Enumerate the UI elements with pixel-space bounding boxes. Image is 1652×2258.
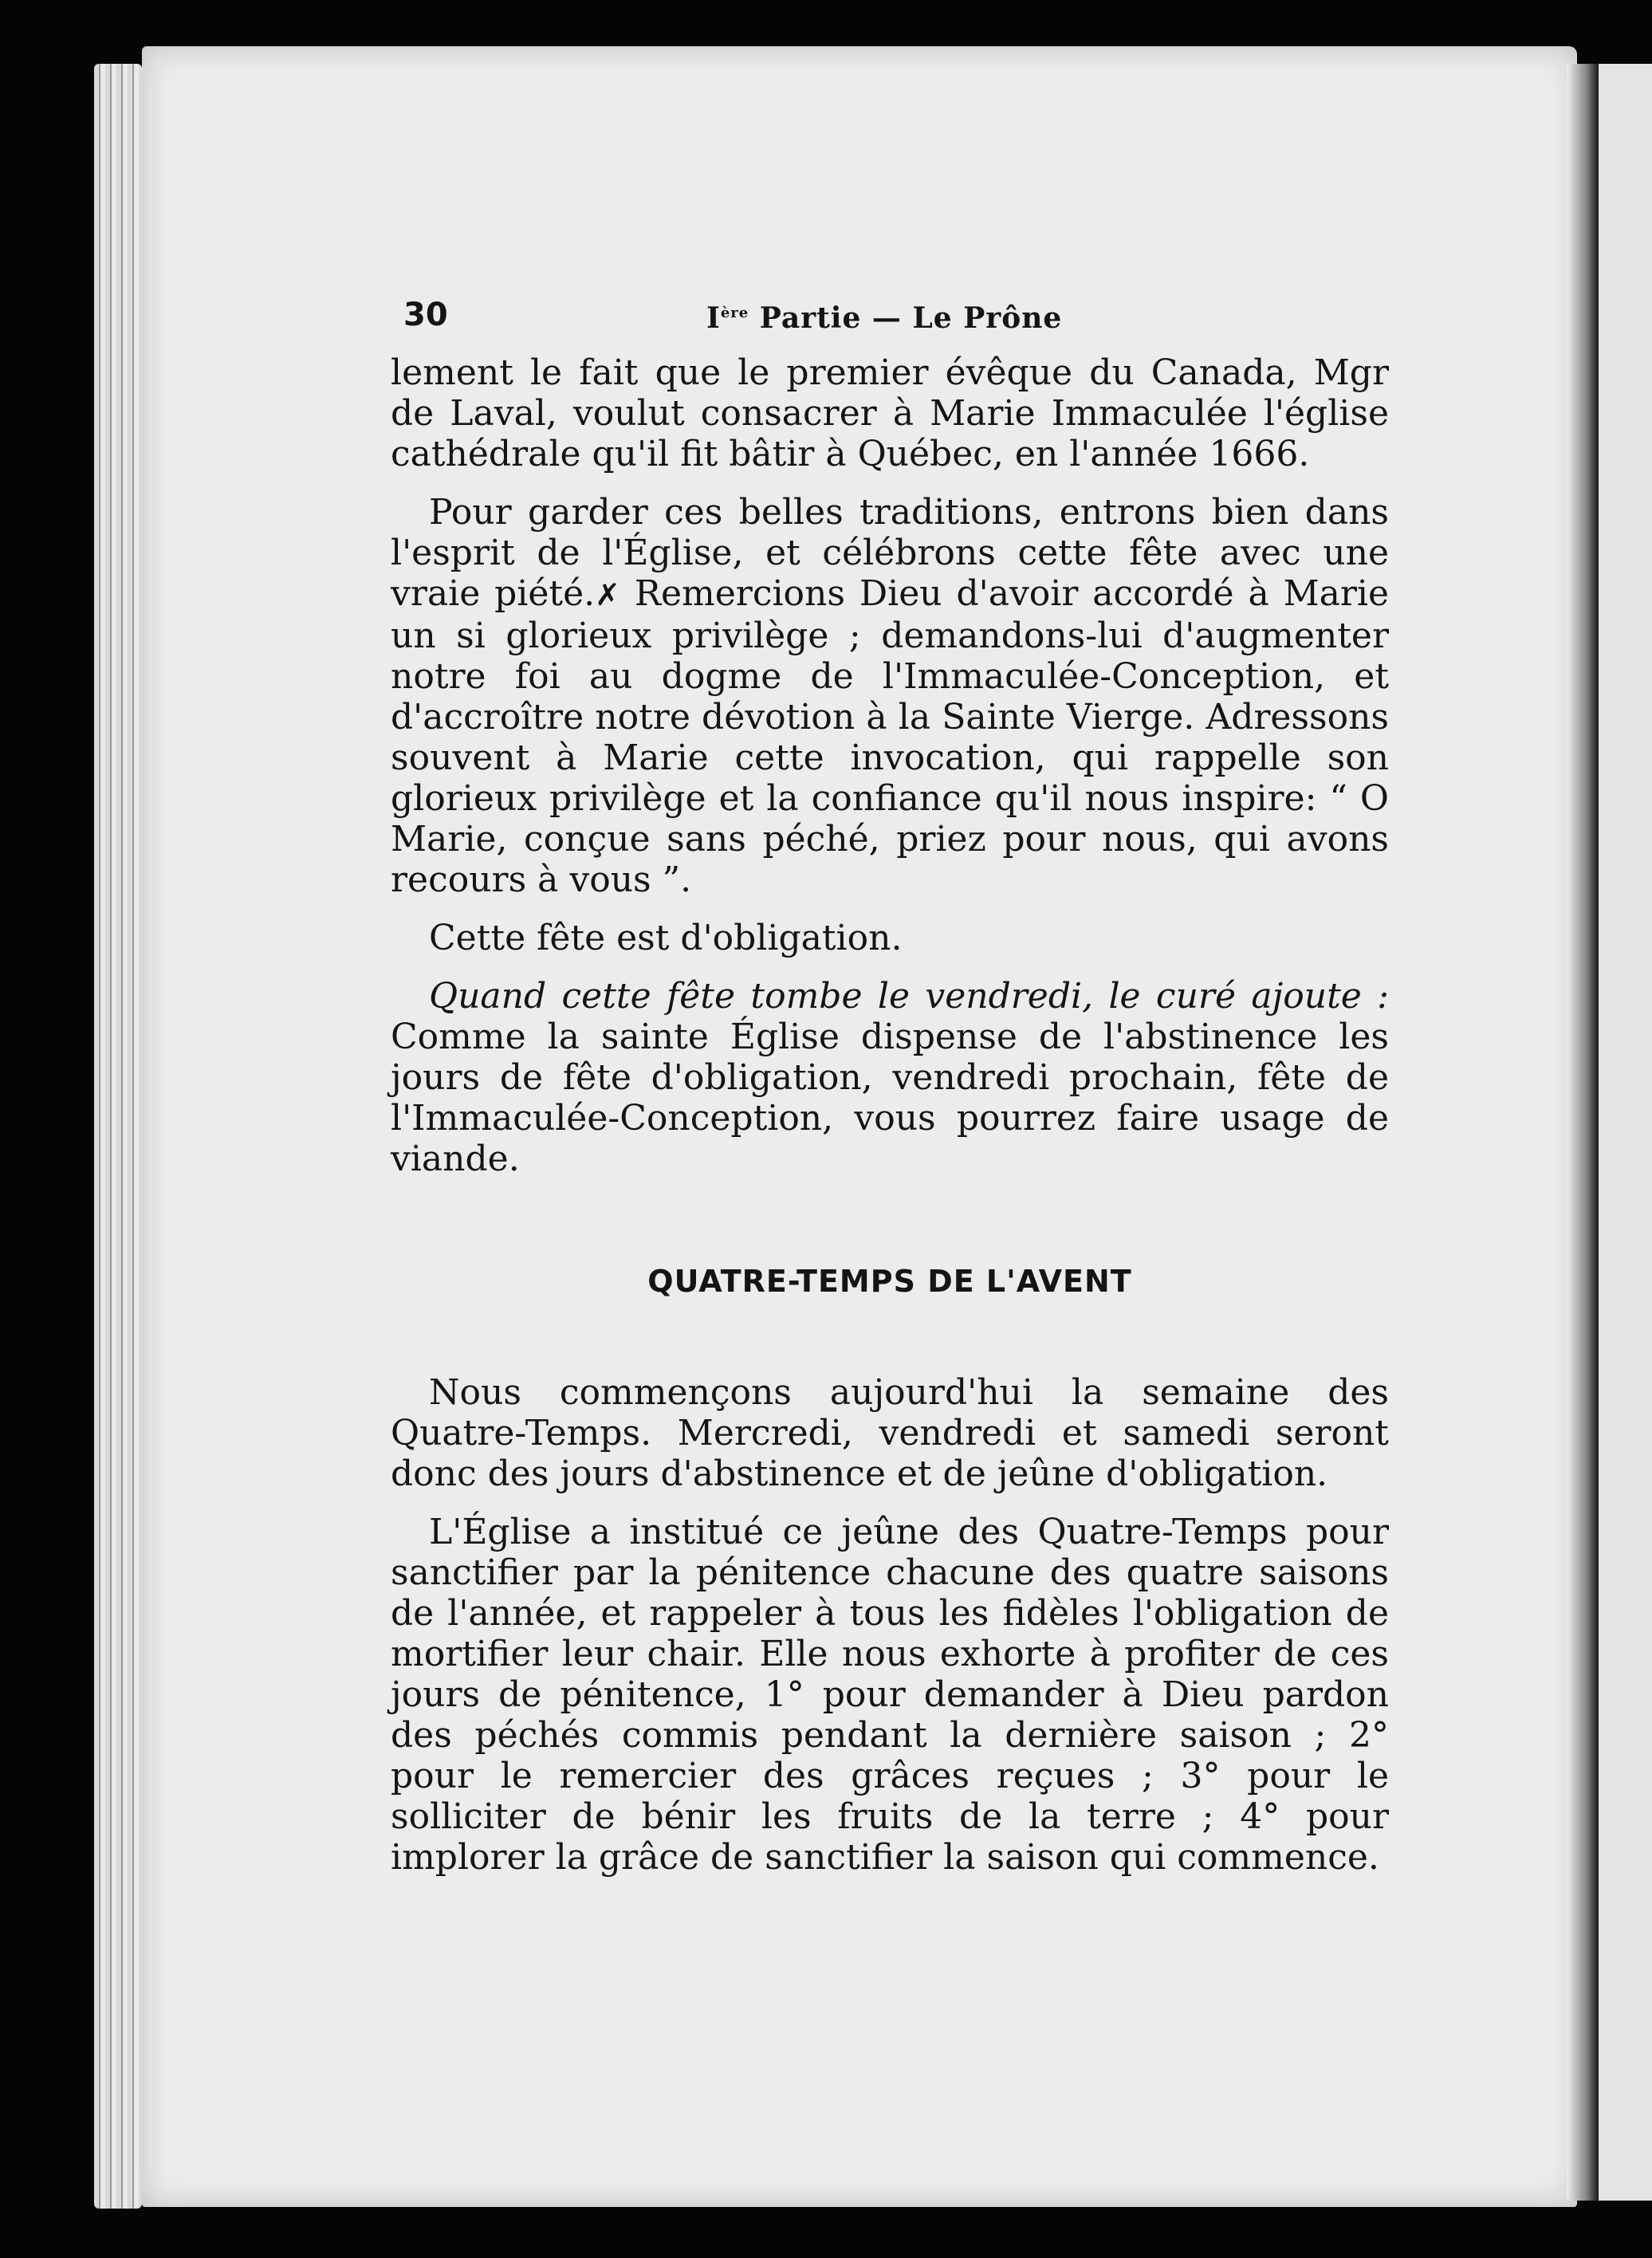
part-sup: ère	[720, 305, 749, 321]
page-edges	[94, 64, 142, 2209]
rubric-italic: Quand cette fête tombe le vendredi, le curé ajoute :	[429, 976, 1389, 1017]
part-prefix: I	[706, 301, 721, 335]
friday-note-text: Comme la sainte Église dispense de l'abstinence les jours de fête d'obligation, vendredi prochain, fête de l'Immaculée-Conception, vous pourrez faire usage de viande.	[391, 1017, 1389, 1179]
paragraph-friday-note	[391, 976, 1389, 1179]
page-header	[391, 297, 1389, 352]
running-title: Partie — Le Prône	[749, 301, 1063, 335]
facing-page-edge	[1595, 64, 1652, 2201]
gutter-shadow	[1567, 64, 1599, 2201]
paragraph-traditions-a: Pour garder ces belles traditions, entrons bien dans l'esprit de l'Église, et célébrons cette fête avec une vraie piété.	[391, 492, 1389, 614]
running-head	[706, 301, 1062, 335]
paragraph-quatre-temps: Nous commençons aujourd'hui la semaine des Quatre-Temps. Mercredi, vendredi et samedi seront donc des jours d'abstinence et de jeûne d'obligation.	[391, 1372, 1389, 1494]
paragraph-traditions	[391, 492, 1389, 900]
paragraph-traditions-b: Remercions Dieu d'avoir accordé à Marie un si glorieux privilège ; demandons-lui d'augmenter notre foi au dogme de l'Immaculée-Conception, et d'accroître notre dévotion à la Sainte Vierge. Adressons souvent à Marie cette invocation, qui rappelle son glorieux privilège et la confiance qu'il nous inspire: “ O Marie, conçue sans péché, priez pour nous, qui avons recours à vous ”.	[391, 573, 1389, 900]
section-heading: QUATRE-TEMPS DE L'AVENT	[647, 1264, 1132, 1299]
page-text	[391, 297, 1389, 1878]
page-number: 30	[403, 297, 448, 333]
handwritten-mark: ✗	[595, 577, 620, 612]
paragraph-eglise: L'Église a institué ce jeûne des Quatre-Temps pour sanctifier par la pénitence chacune des quatre saisons de l'année, et rappeler à tous les fidèles l'obligation de mortifier leur chair. Elle nous exhorte à profiter de ces jours de pénitence, 1° pour demander à Dieu pardon des péchés commis pendant la dernière saison ; 2° pour le remercier des grâces reçues ; 3° pour le solliciter de bénir les fruits de la terre ; 4° pour implorer la grâce de sanctifier la saison qui commence.	[391, 1512, 1389, 1878]
paragraph-continuation: lement le fait que le premier évêque du Canada, Mgr de Laval, voulut consacrer à Marie Immaculée l'église cathédrale qu'il fit bâtir à Québec, en l'année 1666.	[391, 352, 1389, 474]
paragraph-obligation: Cette fête est d'obligation.	[429, 918, 903, 958]
